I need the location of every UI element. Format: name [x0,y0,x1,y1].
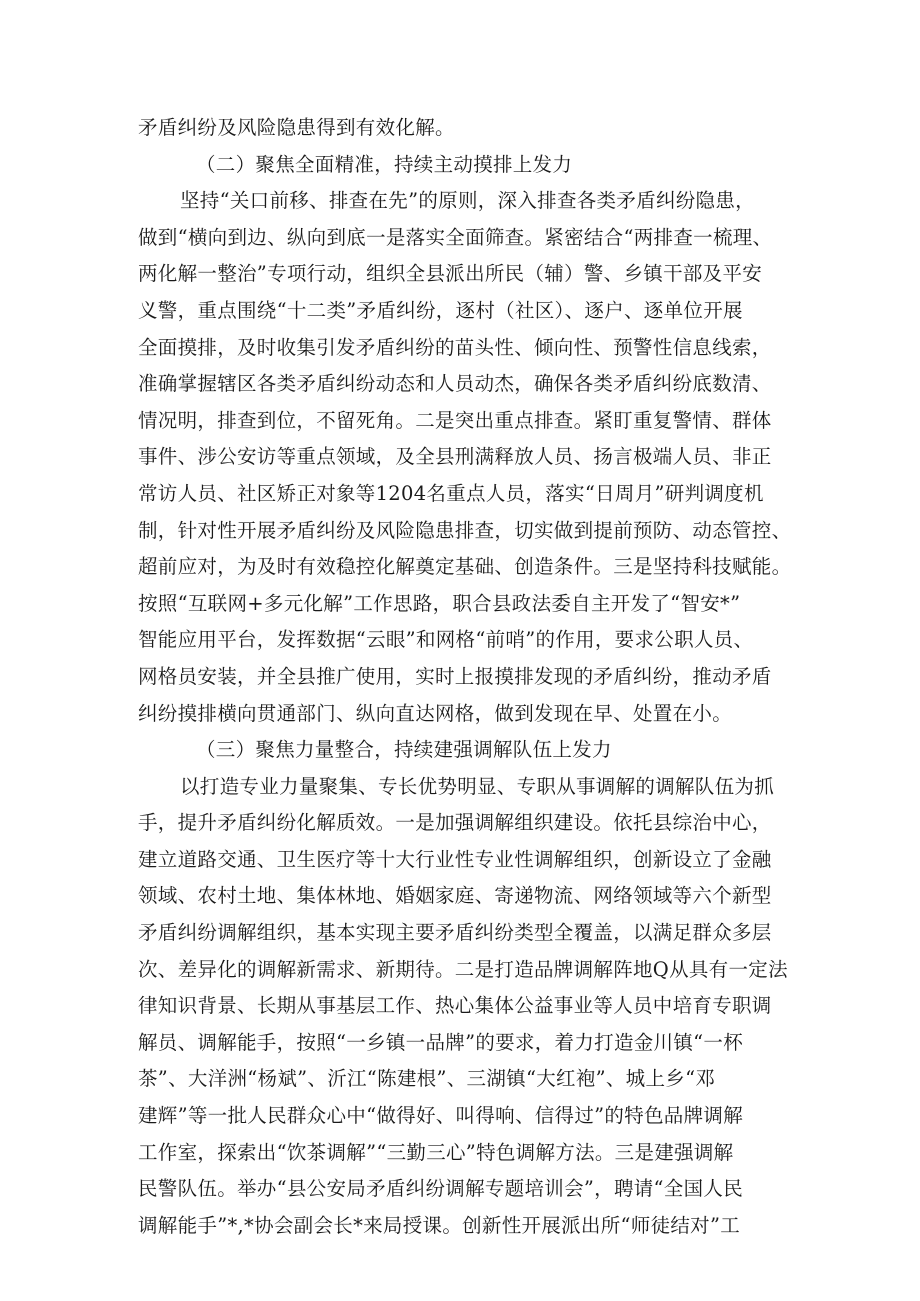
text-line: 网格员安装，并全县推广使用，实时上报摸排发现的矛盾纠纷，推动矛盾 [138,664,772,688]
text-line: 次、差异化的调解新需求、新期待。二是打造品牌调解阵地Q从具有一定法 [138,957,788,981]
section-heading: （二）聚焦全面精准，持续主动摸排上发力 [196,152,573,176]
text-line: 矛盾纠纷调解组织，基本实现主要矛盾纠纷类型全覆盖，以满足群众多层 [138,921,772,945]
document-body [138,110,798,1244]
text-line: 手，提升矛盾纠纷化解质效。一是加强调解组织建设。依托县综治中心， [138,811,772,835]
text-line: 超前应对，为及时有效稳控化解奠定基础、创造条件。三是坚持科技赋能。 [138,555,792,579]
text-line: 建立道路交通、卫生医疗等十大行业性专业性调解组织，创新设立了金融 [138,847,772,871]
text-line: 茶”、大洋洲“杨斌”、沂江“陈建根”、三湖镇“大红袍”、城上乡“邓 [138,1067,716,1091]
text-line: 建辉”等一批人民群众心中“做得好、叫得响、信得过”的特色品牌调解 [138,1104,744,1128]
text-line: 智能应用平台，发挥数据“云眼”和网格“前哨”的作用，要求公职人员、 [138,628,754,652]
text-line: 解员、调解能手，按照“一乡镇一品牌”的要求，着力打造金川镇“一杯 [138,1030,744,1054]
text-line: 纠纷摸排横向贯通部门、纵向直达网格，做到发现在早、处置在小。 [138,701,733,725]
text-line: 调解能手”*,*协会副会长*来局授课。创新性开展派出所“师徒结对”工 [138,1213,741,1237]
text-line: 全面摸排，及时收集引发矛盾纠纷的苗头性、倾向性、预警性信息线索， [138,335,772,359]
text-line: 情况明，排查到位，不留死角。二是突出重点排查。紧盯重复警情、群体 [138,408,772,432]
text-line: 坚持“关口前移、排查在先”的原则，深入排查各类矛盾纠纷隐患， [180,189,755,213]
text-line: 事件、涉公安访等重点领域，及全县刑满释放人员、扬言极端人员、非正 [138,445,772,469]
section-heading: （三）聚焦力量整合，持续建强调解队伍上发力 [196,738,612,762]
text-line: 做到“横向到边、纵向到底一是落实全面筛查。紧密结合“两排查一梳理、 [138,225,773,249]
text-line: 工作室，探索出“饮茶调解”“三勤三心”特色调解方法。三是建强调解 [138,1140,734,1164]
text-line: 两化解一整治”专项行动，组织全县派出所民（辅）警、乡镇干部及平安 [138,262,763,286]
text-line: 准确掌握辖区各类矛盾纠纷动态和人员动杰，确保各类矛盾纠纷底数清、 [138,372,772,396]
text-line: 律知识背景、长期从事基层工作、热心集体公益事业等人员中培育专职调 [138,994,772,1018]
text-line: 矛盾纠纷及风险隐患得到有效化解。 [138,116,455,139]
text-line: 领域、农村土地、集体林地、婚姻家庭、寄递物流、网络领域等六个新型 [138,884,772,908]
text-line: 常访人员、社区矫正对象等1204名重点人员，落实“日周月”研判调度机 [138,481,764,505]
text-line: 以打造专业力量聚集、专长优势明显、专职从事调解的调解队伍为抓 [180,774,775,798]
text-line: 义警，重点围绕“十二类”矛盾纠纷，逐村（社区）、逐户、逐单位开展 [138,298,743,322]
text-line: 民警队伍。举办“县公安局矛盾纠纷调解专题培训会”，聘请“全国人民 [138,1177,744,1201]
text-line: 制，针对性开展矛盾纠纷及风险隐患排查，切实做到提前预防、动态管控、 [138,518,792,542]
text-line: 按照“互联网+多元化解”工作思路，职合县政法委自主开发了“智安*” [138,591,741,615]
